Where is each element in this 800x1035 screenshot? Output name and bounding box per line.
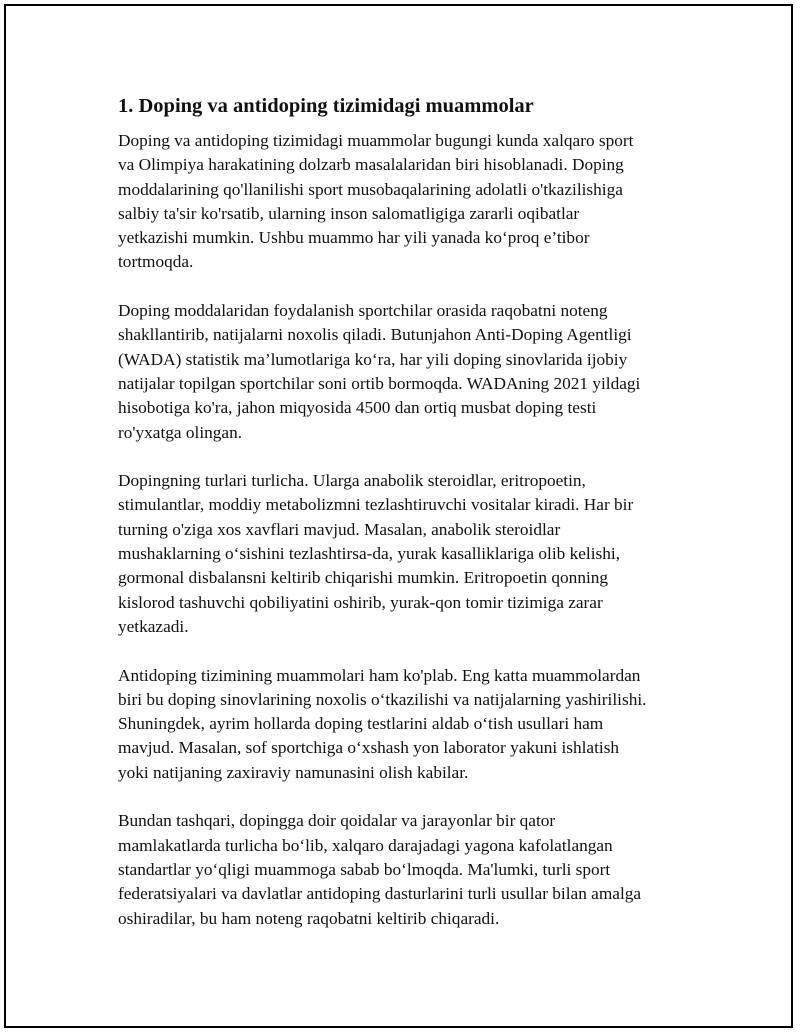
text-line: mamlakatlarda turlicha bo‘lib, xalqaro darajadagi yagona kafolatlangan [118, 835, 613, 855]
text-line: salbiy ta'sir ko'rsatib, ularning inson salomatligiga zararli oqibatlar [118, 203, 580, 223]
text-line: yetkazishi mumkin. Ushbu muammo har yili yanada ko‘proq e’tibor [118, 228, 590, 248]
paragraph-3 [118, 469, 698, 639]
paragraph-5 [118, 809, 698, 930]
text-line: Doping moddalaridan foydalanish sportchilar orasida raqobatni noteng [118, 301, 608, 321]
text-line: biri bu doping sinovlarining noxolis o‘tkazilishi va natijalarning yashirilishi. [118, 689, 647, 709]
text-line: hisobotiga ko'ra, jahon miqyosida 4500 dan ortiq musbat doping testi [118, 398, 597, 418]
text-line: Bundan tashqari, dopingga doir qoidalar va jarayonlar bir qator [118, 811, 556, 831]
paragraph-1 [118, 129, 698, 275]
text-line: mushaklarning o‘sishini tezlashtirsa-da, yurak kasalliklariga olib kelishi, [118, 544, 621, 564]
text-line: natijalar topilgan sportchilar soni ortib bormoqda. WADAning 2021 yildagi [118, 373, 641, 393]
text-line: ro'yxatga olingan. [118, 422, 243, 442]
text-line: Doping va antidoping tizimidagi muammolar bugungi kunda xalqaro sport [118, 131, 634, 150]
text-line: turning o'ziga xos xavflari mavjud. Masalan, anabolik steroidlar [118, 519, 561, 539]
paragraph-4 [118, 664, 698, 785]
text-line: Dopingning turlari turlicha. Ularga anabolik steroidlar, eritropoetin, [118, 471, 586, 491]
text-line: stimulantlar, moddiy metabolizmni tezlashtiruvchi vositalar kiradi. Har bir [118, 495, 634, 515]
text-line: yetkazadi. [118, 616, 189, 636]
text-line: moddalarining qo'llanilishi sport musobaqalarining adolatli o'tkazilishiga [118, 179, 623, 199]
text-line: standartlar yo‘qligi muammoga sabab bo‘lmoqda. Ma'lumki, turli sport [118, 859, 611, 879]
text-line: shakllantirib, natijalarni noxolis qiladi. Butunjahon Anti-Doping Agentligi [118, 325, 632, 345]
text-line: Antidoping tizimining muammolari ham ko'plab. Eng katta muammolardan [118, 665, 641, 685]
text-line: oshiradilar, bu ham noteng raqobatni keltirib chiqaradi. [118, 908, 500, 928]
text-line: kislorod tashuvchi qobiliyatini oshirib, yurak-qon tomir tizimiga zarar [118, 592, 603, 612]
text-line: va Olimpiya harakatining dolzarb masalalaridan biri hisoblanadi. Doping [118, 155, 624, 175]
text-line: yoki natijaning zaxiraviy namunasini olish kabilar. [118, 762, 469, 782]
text-line: (WADA) statistik ma’lumotlariga ko‘ra, har yili doping sinovlarida ijobiy [118, 349, 628, 369]
section-heading: 1. Doping va antidoping tizimidagi muammolar [118, 95, 534, 117]
text-line: tortmoqda. [118, 252, 194, 272]
document-body [118, 92, 698, 955]
text-line: gormonal disbalansni keltirib chiqarishi mumkin. Eritropoetin qonning [118, 568, 609, 588]
paragraph-2 [118, 299, 698, 445]
text-line: Shuningdek, ayrim hollarda doping testlarini aldab o‘tish usullari ham [118, 714, 604, 734]
text-line: mavjud. Masalan, sof sportchiga o‘xshash yon laborator yakuni ishlatish [118, 738, 620, 758]
text-line: federatsiyalari va davlatlar antidoping dasturlarini turli usullar bilan amalga [118, 884, 642, 904]
